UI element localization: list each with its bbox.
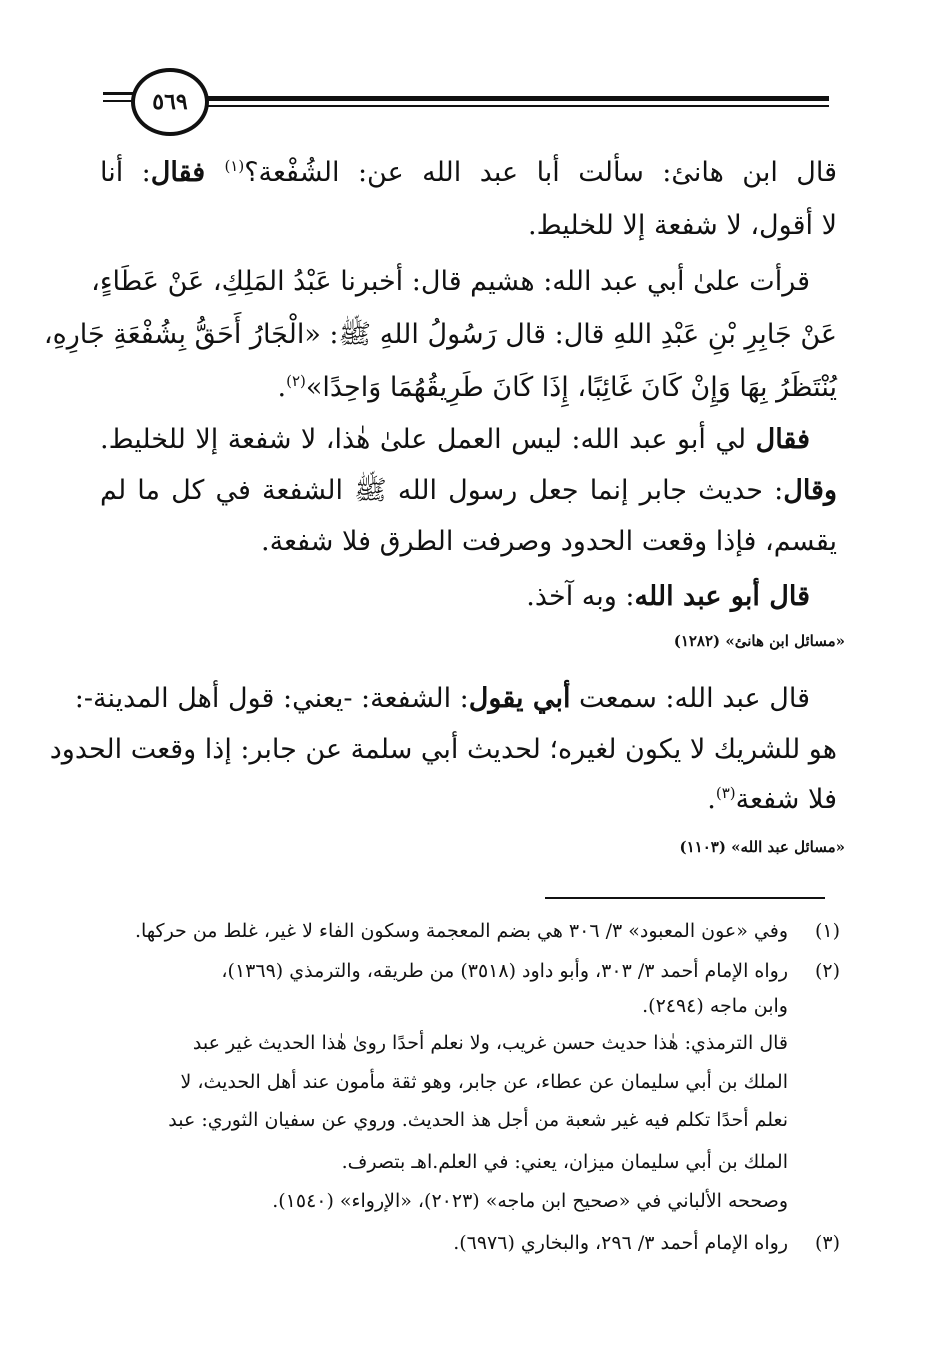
text-run: : الشفعة: -يعني: قول أهل المدينة-: (74, 683, 469, 714)
text-run: قال عبد الله: سمعت (570, 683, 810, 714)
bold-run: فقال (755, 424, 810, 455)
text-run: . (707, 784, 716, 815)
footnote-number: (١) (814, 920, 840, 942)
text-line: قرأت علىٰ أبي عبد الله: هشيم قال: أخبرنا عَبْدُ المَلِكِ، عَنْ عَطَاءٍ، (91, 266, 810, 297)
text-run: : حديث جابر إنما جعل رسول الله ﷺ الشفعة في كل ما لم (100, 475, 784, 506)
source-citation: «مسائل ابن هانئ» (١٢٨٢) (673, 632, 845, 650)
text-line (100, 577, 810, 617)
text-line: عَنْ جَابِرِ بْنِ عَبْدِ اللهِ قال: قال رَسُولُ اللهِ ﷺ: «الْجَارُ أَحَقُّ بِشُفْعَةِ جَارِهِ، (43, 319, 837, 350)
footnote-text: الملك بن أبي سليمان عن عطاء، عن جابر، وهو ثقة مأمون عند أهل الحديث، لا (180, 1071, 788, 1093)
bold-run: فقال (150, 157, 225, 188)
header-rule-right-thin (205, 105, 829, 107)
text-line (100, 420, 810, 460)
text-run: . (277, 372, 287, 403)
page-header (0, 0, 950, 150)
bold-run: أبي يقول (468, 683, 571, 714)
text-run: قال ابن هانئ: سألت أبا عبد الله عن: الشُفْعة؟ (244, 157, 838, 188)
text-line: يقسم، فإذا وقعت الحدود وصرفت الطرق فلا شفعة. (261, 526, 837, 557)
header-rule-left-thin (103, 100, 133, 102)
text-run: : وبه آخذ. (526, 581, 635, 612)
text-line: لا أقول، لا شفعة إلا للخليط. (528, 210, 837, 241)
text-run: فلا شفعة (735, 784, 837, 815)
footnote-text: وابن ماجه (٢٤٩٤). (642, 995, 788, 1017)
footnote-text: الملك بن أبي سليمان ميزان، يعني: في العلم.اهـ بتصرف. (341, 1151, 788, 1173)
footnote-text: وصححه الألباني في «صحيح ابن ماجه» (٢٠٢٣)، «الإرواء» (١٥٤٠). (272, 1190, 788, 1212)
footnote-text: رواه الإمام أحمد ٣/ ٢٩٦، والبخاري (٦٩٧٦). (453, 1232, 788, 1254)
text-line (74, 679, 810, 719)
page-number: ٥٦٩ (131, 68, 209, 136)
text-line: هو للشريك لا يكون لغيره؛ لحديث أبي سلمة عن جابر: إذا وقعت الحدود (49, 734, 837, 765)
footnote-text: رواه الإمام أحمد ٣/ ٣٠٣، وأبو داود (٣٥١٨) من طريقه، والترمذي (١٣٦٩)، (221, 960, 788, 982)
text-line (100, 780, 837, 820)
footnote-text: قال الترمذي: هٰذا حديث حسن غريب، ولا نعلم أحدًا روىٰ هٰذا الحديث غير عبد (192, 1032, 788, 1054)
footnote-ref: (١) (224, 157, 245, 175)
footnote-number: (٢) (814, 960, 840, 982)
footnote-separator (545, 897, 825, 899)
source-citation: «مسائل عبد الله» (١١٠٣) (679, 838, 845, 856)
text-run: يُنْتَظَرُ بِهَا وَإِنْ كَانَ غَائِبًا، إِذَا كَانَ طَرِيقُهُمَا وَاحِدًا» (305, 372, 837, 403)
text-line (100, 153, 837, 193)
footnote-ref: (٣) (715, 784, 736, 802)
footnote-text: نعلم أحدًا تكلم فيه غير شعبة من أجل هذ الحديث. وروي عن سفيان الثوري: عبد (168, 1109, 788, 1131)
footnote-text: وفي «عون المعبود» ٣/ ٣٠٦ هي بضم المعجمة وسكون الفاء لا غير، غلط من حركها. (134, 920, 788, 942)
footnote-ref: (٢) (286, 372, 306, 390)
bold-run: وقال (783, 475, 837, 506)
text-line (100, 471, 837, 511)
text-line (100, 368, 837, 408)
header-rule-right (205, 96, 829, 101)
footnote-number: (٣) (814, 1232, 840, 1254)
header-rule-left (103, 92, 133, 95)
bold-run: قال أبو عبد الله (634, 581, 810, 612)
text-run: : أنا (100, 157, 151, 188)
text-run: لي أبو عبد الله: ليس العمل علىٰ هٰذا، لا شفعة إلا للخليط. (100, 424, 756, 455)
